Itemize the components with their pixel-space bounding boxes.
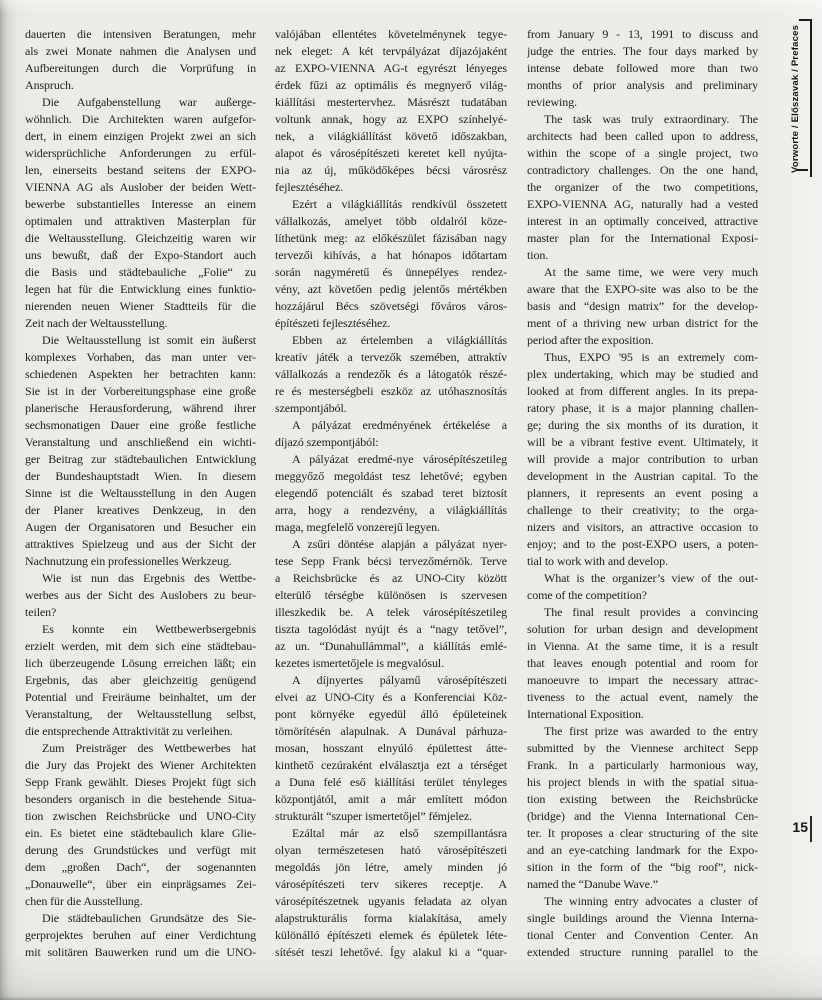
text-line: központjától, amit a már említett módon <box>275 792 507 806</box>
text-line: nierenden neuen Wiener Stadtteils für die <box>25 299 256 313</box>
text-line: die Weltausstellung. Gleichzeitig waren wir <box>25 231 256 245</box>
text-line: Ezáltal már az első szempillantásra <box>292 826 507 840</box>
text-line: tion zwischen Reichsbrücke und UNO-City <box>25 809 256 823</box>
text-line: komplexes Vorhaben, das man unter ver- <box>25 350 256 364</box>
text-line: The first prize was awarded to the entry <box>544 724 758 738</box>
sidebar-tab-rule <box>810 19 812 177</box>
paragraph <box>527 264 758 349</box>
text-line: fejlesztéséhez. <box>275 180 344 194</box>
text-line: erzielt werden, mit dem sich eine städtebau- <box>25 639 256 653</box>
text-line: tiszta tagolódást nyújt és a “nagy tetővel”, <box>275 622 507 636</box>
paragraph <box>527 723 758 893</box>
text-line: Ergebnis, das aber gleichzeitig genügend <box>25 673 256 687</box>
text-line: hozzájárul Bécs szövetségi főváros város- <box>275 299 507 313</box>
text-line: Thus, EXPO '95 is an extremely com- <box>544 350 758 364</box>
text-line: sítését teszi lehetővé. Így alakul ki a “quar- <box>275 945 507 959</box>
text-line: Anspruch. <box>25 78 74 92</box>
text-line: vállalkozás, amelyet több oldalról köze- <box>275 214 507 228</box>
text-line: ter. It proposes a clear structuring of the site <box>527 826 758 840</box>
text-line: díjazó szempontjából: <box>275 435 379 449</box>
text-line: Nachnutzung ein professionelles Werkzeug. <box>25 554 232 568</box>
text-line: plex undertaking, which may be studied and <box>527 367 758 381</box>
text-line: uns bewußt, daß der Expo-Standort auch <box>25 248 256 262</box>
text-line: tervezői kihívás, a hat hónapos időtartam <box>275 248 507 262</box>
text-line: ment of a thriving new urban district for the <box>527 316 758 330</box>
text-line: interest in an optimally conceived, attractive <box>527 214 758 228</box>
paragraph <box>275 332 507 417</box>
text-line: judge the entries. The four days marked by <box>527 44 758 58</box>
text-line: intense debate followed more than two <box>527 61 758 75</box>
text-line: A pályázat eredményének értékelése a <box>292 418 507 432</box>
text-line: városépítészetnek ugyanis feladata az olyan <box>275 894 507 908</box>
paragraph <box>25 621 256 740</box>
paragraph <box>25 26 256 94</box>
text-line: and an eye-catching landmark for the Expo- <box>527 843 758 857</box>
text-line: lich überzeugende Lösung erreichen läßt; ein <box>25 656 256 670</box>
text-line: dert, in einem einzigen Projekt zwei an sich <box>25 129 256 143</box>
text-line: (bridge) and the Vienna International Cen- <box>527 809 758 823</box>
text-line: looked at from different angles. In its prepa- <box>527 384 758 398</box>
text-line: At the same time, we were very much <box>544 265 758 279</box>
text-line: A díjnyertes pályamű városépítészeti <box>292 673 507 687</box>
text-line: bewerbe substantielles Interesse an einem <box>25 197 256 211</box>
text-line: months of prior analysis and preliminary <box>527 78 758 92</box>
paragraph <box>25 332 256 570</box>
text-line: named the “Danube Wave.” <box>527 877 659 891</box>
text-line: widersprüchliche Anforderungen zu erfül- <box>25 146 256 160</box>
text-line: tion existing between the Reichsbrücke <box>527 792 758 806</box>
text-line: wöhnlich. Die Architekten waren aufgefor- <box>25 112 256 126</box>
text-line: kezetes ismertetőjele is megvalósul. <box>275 656 445 670</box>
text-line: kiállítási mestertervhez. Másrészt tudatában <box>275 95 507 109</box>
text-line: dauerten die intensiven Beratungen, mehr <box>25 27 256 41</box>
paragraph <box>527 604 758 723</box>
text-line: ratory phase, it is a major planning challen- <box>527 401 758 415</box>
text-line: nek eleget: A két tervpályázat díjazójaként <box>275 44 507 58</box>
text-line: planners, it represents an event posing a <box>527 486 758 500</box>
text-line: extended structure running parallel to the <box>527 945 758 959</box>
text-line: megoldás jön létre, amely minden jó <box>275 860 507 874</box>
text-line: tiveness to the actual event, namely the <box>527 690 758 704</box>
text-line: alapstrukturális forma kialakítása, amely <box>275 911 507 925</box>
text-line: solution for urban design and development <box>527 622 758 636</box>
text-line: illeszkedik be. A telek városépítészetileg <box>275 605 507 619</box>
text-line: tömörítésén alapulnak. A Dunával párhuza- <box>275 724 507 738</box>
text-line: „Donauwelle“, über ein einprägsames Zei- <box>25 877 256 891</box>
paragraph <box>527 893 758 961</box>
text-column-hungarian <box>275 26 507 961</box>
text-line: ein. Es bietet eine städtebaulich klare Glie- <box>25 826 256 840</box>
text-line: that leaves enough potential and room for <box>527 656 758 670</box>
text-line: városépítészeti terv sikeres receptje. A <box>275 877 507 891</box>
text-line: Die Weltausstellung ist somit ein äußerst <box>42 333 256 347</box>
text-line: elvei az UNO-City és a Konferenciai Köz- <box>275 690 507 704</box>
text-line: alapot és városépítészeti keretet kell nyújta- <box>275 146 507 160</box>
text-line: nia az új, működőképes bécsi városrész <box>275 163 507 177</box>
text-line: sition in the form of the “big roof”, nick- <box>527 860 758 874</box>
text-line: során nagyméretű és ünnepélyes rendez- <box>275 265 507 279</box>
text-line: challenge to their creativity; to the orga- <box>527 503 758 517</box>
text-line: re és mesterségbeli eszköz az utóhasznosítás <box>275 384 507 398</box>
text-line: chen für die Ausstellung. <box>25 894 143 908</box>
paragraph <box>275 825 507 961</box>
paragraph <box>275 417 507 451</box>
text-line: from January 9 - 13, 1991 to discuss and <box>527 27 758 41</box>
text-line: The winning entry advocates a cluster of <box>544 894 758 908</box>
text-line: ge; during the six months of its duration, it <box>527 418 758 432</box>
text-line: derung des Grundstückes und verfügt mit <box>25 843 256 857</box>
text-line: az EXPO-VIENNA AG-t egyrészt lényeges <box>275 61 507 75</box>
text-line: Aufbereitungen durch die Vorprüfung in <box>25 61 256 75</box>
text-line: der Planer kreatives Denkzeug, in den <box>25 503 256 517</box>
text-line: development in the Austrian capital. To the <box>527 469 758 483</box>
text-line: legen hat für die Entwicklung eines funktio- <box>25 282 256 296</box>
text-line: VIENNA AG als Auslober der beiden Wett- <box>25 180 256 194</box>
text-line: come of the competition? <box>527 588 647 602</box>
text-line: Die städtebaulichen Grundsätze des Sie- <box>42 911 256 925</box>
paragraph <box>527 349 758 570</box>
text-line: die Basis und städtebauliche „Folie“ zu <box>25 265 256 279</box>
paragraph <box>25 570 256 621</box>
text-line: mosan, hosszant elnyúló épülettest átte- <box>275 741 507 755</box>
text-line: Sepp Frank gewählt. Dieses Projekt fügt sich <box>25 775 256 789</box>
text-line: The task was truly extraordinary. The <box>544 112 758 126</box>
text-line: International Exposition. <box>527 707 644 721</box>
text-line: Sinne ist die Weltausstellung in den Augen <box>25 486 256 500</box>
text-line: schiedenen Aspekten her betrachten kann: <box>25 367 256 381</box>
text-line: strukturált “szuper ismertetőjel” fémjelez. <box>275 809 472 823</box>
paragraph <box>527 570 758 604</box>
text-line: len, einerseits bestand seitens der EXPO- <box>25 163 256 177</box>
text-line: kinthető cezúraként elválasztja ezt a térséget <box>275 758 507 772</box>
text-line: líthetünk meg: az előkészület fázisában nagy <box>275 231 507 245</box>
text-line: mit solitären Bauwerken rund um die UNO- <box>25 945 256 959</box>
text-line: his project blends in with the spatial situa- <box>527 775 758 789</box>
text-line: architects had been called upon to address, <box>527 129 758 143</box>
paragraph <box>275 672 507 825</box>
text-line: A zsűri döntése alapján a pályázat nyer- <box>292 537 507 551</box>
text-line: die Jury das Projekt des Wiener Architekten <box>25 758 256 772</box>
text-line: der Bundeshauptstadt Wien. In diesem <box>25 469 256 483</box>
text-line: Potential und Freiräume beinhaltet, um der <box>25 690 256 704</box>
text-column-english <box>527 26 758 961</box>
text-line: A pályázat eredmé-nye városépítészetileg <box>292 452 507 466</box>
text-line: Ebben az értelemben a világkiállítás <box>292 333 507 347</box>
text-line: vény, azt követően pedig jelentős mértékben <box>275 282 507 296</box>
text-line: építészeti fejlesztéséhez. <box>275 316 391 330</box>
text-line: gerprojektes beruhen auf einer Verdichtung <box>25 928 256 942</box>
text-line: Die Aufgabenstellung war außerge- <box>42 95 256 109</box>
text-line: nizers and visitors, an attractive occasion to <box>527 520 758 534</box>
paragraph <box>25 94 256 332</box>
paragraph <box>275 196 507 332</box>
text-line: Augen der Organisatoren und Besucher ein <box>25 520 256 534</box>
page-number-rule <box>810 816 812 842</box>
page-number: 15 <box>792 819 808 835</box>
text-line: vállalkozás a rendezők és a látogatók részé- <box>275 367 507 381</box>
text-line: contradictory challenges. On the one hand, <box>527 163 758 177</box>
text-line: tial to work with and develop. <box>527 554 668 568</box>
text-line: Ezért a világkiállítás rendkívül összetett <box>292 197 507 211</box>
paragraph <box>275 451 507 536</box>
text-line: különálló építészeti elemek és épületek léte- <box>275 928 507 942</box>
text-line: Veranstaltung und anschließend ein wichti- <box>25 435 256 449</box>
text-line: besonders organisch in die bestehende Situa- <box>25 792 256 806</box>
text-line: elegendő potenciált és szabad teret biztosít <box>275 486 507 500</box>
paragraph <box>25 740 256 910</box>
text-line: tion. <box>527 248 549 262</box>
text-line: enjoy; and to the post-EXPO users, a poten- <box>527 537 758 551</box>
text-line: master plan for the International Exposi- <box>527 231 758 245</box>
text-line: planerische Herausforderung, während ihrer <box>25 401 256 415</box>
text-line: in Vienna. At the same time, it is a result <box>527 639 758 653</box>
text-line: basis and “design matrix” for the develop- <box>527 299 758 313</box>
text-line: Sie ist in der Vorbereitungsphase eine große <box>25 384 256 398</box>
sidebar-tab-label: Vorworte / Előszavak / Prefaces <box>790 24 801 173</box>
text-line: ger Beitrag zur städtebaulichen Entwicklung <box>25 452 256 466</box>
text-line: nek, a világkiállítást követő időszakban, <box>275 129 507 143</box>
text-line: érdek fűzi az optimális és megnyerő világ- <box>275 78 507 92</box>
paragraph <box>527 111 758 264</box>
text-line: die entsprechende Attraktivität zu verleihen. <box>25 724 233 738</box>
text-column-german <box>25 26 256 961</box>
text-line: Zeit nach der Weltausstellung. <box>25 316 168 330</box>
text-line: attraktives Spielzeug und aus der Sicht der <box>25 537 256 551</box>
text-line: The final result provides a convincing <box>544 605 758 619</box>
text-line: dem „großen Dach“, der sogenannten <box>25 860 256 874</box>
paragraph <box>527 26 758 111</box>
text-line: What is the organizer’s view of the out- <box>544 571 758 585</box>
paragraph <box>25 910 256 961</box>
text-line: meggyőző megoldást tesz lehetővé; egyben <box>275 469 507 483</box>
text-line: aware that the EXPO-site was also to be the <box>527 282 758 296</box>
text-line: maga, megfelelő vonzerejű legyen. <box>275 520 440 534</box>
text-line: Wie ist nun das Ergebnis des Wettbe- <box>42 571 256 585</box>
text-line: submitted by the Viennese architect Sepp <box>527 741 758 755</box>
paragraph <box>275 536 507 672</box>
text-line: Veranstaltung, der Weltausstellung selbst, <box>25 707 256 721</box>
sidebar-tab-tick-top <box>799 19 812 21</box>
text-line: a Duna felé eső kiállítási terület tényleges <box>275 775 507 789</box>
text-line: szempontjából. <box>275 401 347 415</box>
text-line: within the scope of a single project, two <box>527 146 758 160</box>
text-line: manoeuvre to impart the necessary attrac- <box>527 673 758 687</box>
text-line: teilen? <box>25 605 57 619</box>
text-line: elterülő térségbe különösen is szervesen <box>275 588 507 602</box>
paragraph <box>275 26 507 196</box>
text-line: Es konnte ein Wettbewerbsergebnis <box>42 622 256 636</box>
text-line: az un. “Dunahullámmal”, a kiállítás emlé- <box>275 639 507 653</box>
text-line: als zwei Monate nahmen die Analysen und <box>25 44 256 58</box>
text-line: a Reichsbrücke és az UNO-City között <box>275 571 507 585</box>
text-line: pont környéke egyedül álló épületeinek <box>275 707 507 721</box>
text-line: sechsmonatigen Dauer eine große festliche <box>25 418 256 432</box>
text-line: reviewing. <box>527 95 577 109</box>
text-line: tese Sepp Frank bécsi tervezőmérnök. Terve <box>275 554 507 568</box>
text-line: Frank. In a particularly harmonious way, <box>527 758 758 772</box>
text-line: tional Center and Convention Center. An <box>527 928 758 942</box>
text-line: voltunk annak, hogy az EXPO színhelyé- <box>275 112 507 126</box>
text-line: will be a vibrant festive event. Ultimately, it <box>527 435 758 449</box>
text-line: single buildings around the Vienna Interna- <box>527 911 758 925</box>
text-line: period after the exposition. <box>527 333 654 347</box>
text-line: optimalen und attraktiven Masterplan für <box>25 214 256 228</box>
text-line: Zum Preisträger des Wettbewerbes hat <box>42 741 256 755</box>
text-line: the organizer of the two competitions, <box>527 180 758 194</box>
text-line: valójában ellentétes követelménynek tegye- <box>275 27 507 41</box>
text-line: arra, hogy a rendezvény, a világkiállítás <box>275 503 507 517</box>
text-line: will provide a major contribution to urban <box>527 452 758 466</box>
text-line: EXPO-VIENNA AG, naturally had a vested <box>527 197 758 211</box>
text-line: olyan természetesen ható városépítészeti <box>275 843 507 857</box>
text-line: kreatív játék a tervezők szemében, attraktív <box>275 350 507 364</box>
text-line: werbes aus der Sicht des Auslobers zu beur- <box>25 588 256 602</box>
